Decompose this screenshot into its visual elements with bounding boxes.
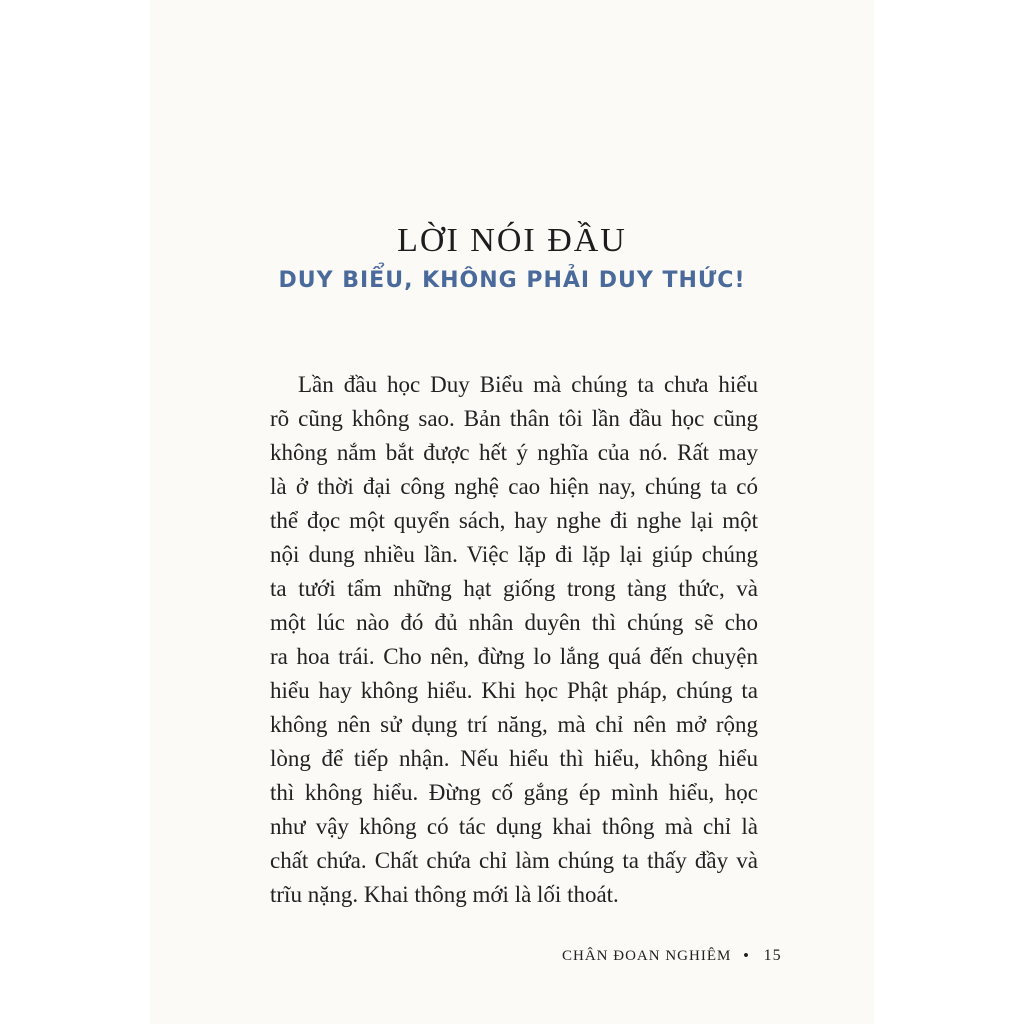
body-line: Lần đầu học Duy Biểu mà chúng ta chưa hiểu bbox=[298, 372, 758, 397]
body-line: nội dung nhiều lần. Việc lặp đi lặp lại giúp chúng bbox=[270, 542, 758, 567]
body-line: không nên sử dụng trí năng, mà chỉ nên mở rộng bbox=[270, 712, 758, 737]
footer-separator: • bbox=[743, 948, 750, 964]
book-page bbox=[150, 0, 874, 1024]
body-line: hiểu hay không hiểu. Khi học Phật pháp, chúng ta bbox=[270, 678, 758, 703]
body-line: ra hoa trái. Cho nên, đừng lo lắng quá đến chuyện bbox=[270, 644, 758, 669]
page-number: 15 bbox=[763, 947, 782, 964]
chapter-subtitle: DUY BIỂU, KHÔNG PHẢI DUY THỨC! bbox=[278, 268, 746, 293]
body-line: thể đọc một quyển sách, hay nghe đi nghe lại một bbox=[270, 508, 758, 533]
body-line: thì không hiểu. Đừng cố gắng ép mình hiểu, học bbox=[270, 780, 758, 805]
body-line: không nắm bắt được hết ý nghĩa của nó. Rất may bbox=[270, 440, 758, 465]
body-paragraph bbox=[270, 368, 758, 912]
chapter-title: LỜI NÓI ĐẦU bbox=[397, 222, 627, 259]
body-line: lòng để tiếp nhận. Nếu hiểu thì hiểu, không hiểu bbox=[270, 746, 758, 771]
page-footer bbox=[562, 947, 782, 965]
body-line: như vậy không có tác dụng khai thông mà chỉ là bbox=[270, 814, 758, 839]
running-title: CHÂN ĐOAN NGHIÊM bbox=[562, 948, 732, 964]
body-line: là ở thời đại công nghệ cao hiện nay, chúng ta có bbox=[270, 474, 758, 499]
body-line: rõ cũng không sao. Bản thân tôi lần đầu học cũng bbox=[270, 406, 758, 431]
body-line: một lúc nào đó đủ nhân duyên thì chúng sẽ cho bbox=[270, 610, 758, 635]
body-line: chất chứa. Chất chứa chỉ làm chúng ta thấy đầy và bbox=[270, 848, 758, 873]
body-line: trĩu nặng. Khai thông mới là lối thoát. bbox=[270, 882, 619, 907]
body-line: ta tưới tẩm những hạt giống trong tàng thức, và bbox=[270, 576, 758, 601]
